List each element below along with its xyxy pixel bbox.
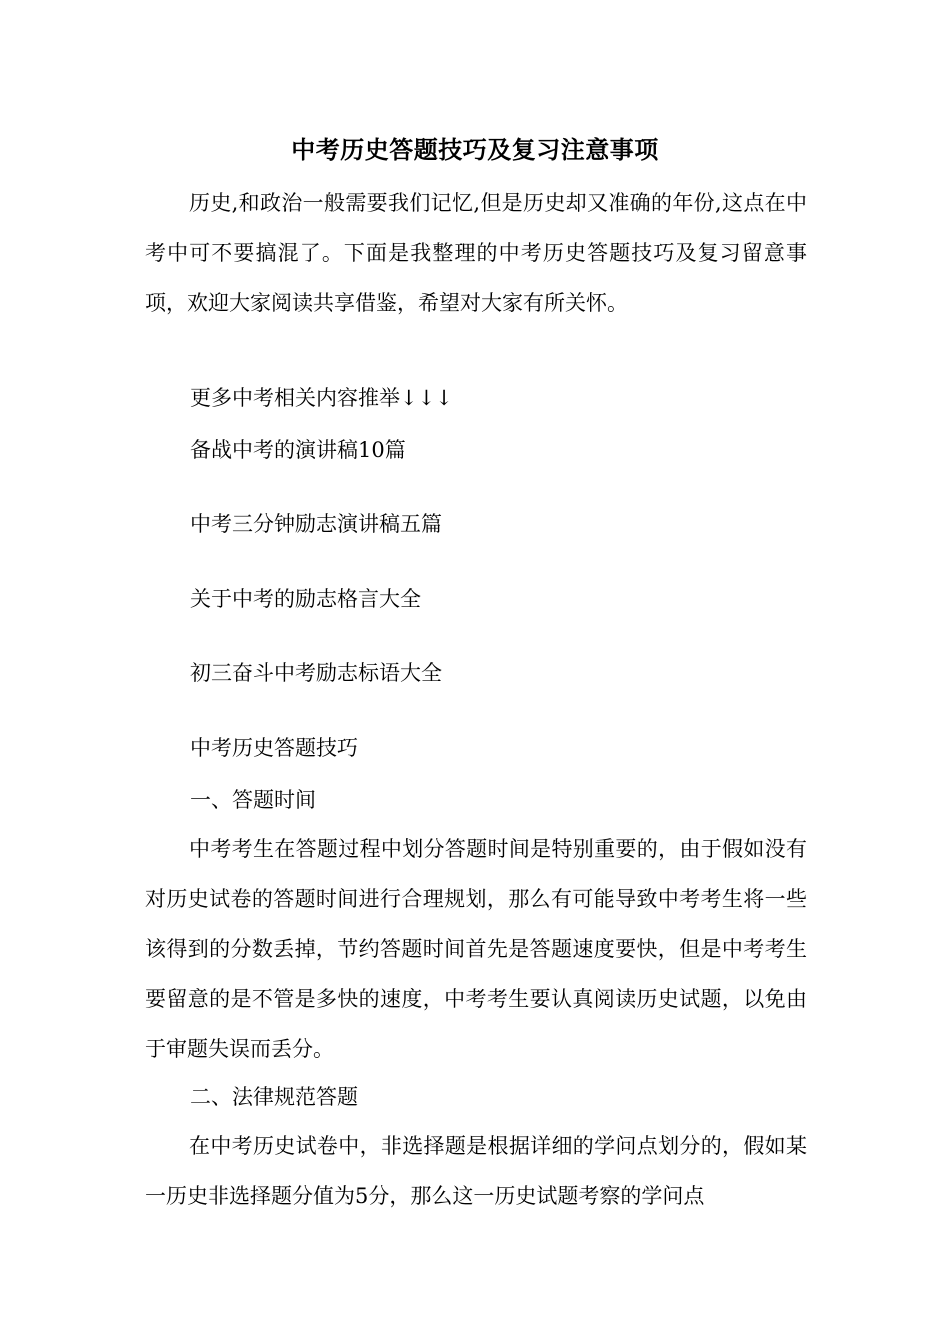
section1-body: 中考考生在答题过程中划分答题时间是特别重要的，由于假如没有对历史试卷的答题时间进行合理规划，那么有可能导致中考考生将一些该得到的分数丢掉，节约答题时间首先是答题速度要快，但是中考考生要留意的是不管是多快的速度，中考考生要认真阅读历史试题，以免由于审题失误而丢分。 (145, 837, 807, 1061)
recommend-link-2[interactable]: 中考三分钟励志演讲稿五篇 (190, 512, 442, 536)
recommend-link-4[interactable]: 初三奋斗中考励志标语大全 (190, 661, 442, 685)
recommend-label: 更多中考相关内容推举↓↓↓ (190, 386, 453, 410)
intro-paragraph: 历史,和政治一般需要我们记忆,但是历史却又准确的年份,这点在中考中可不要搞混了。下面是我整理的中考历史答题技巧及复习留意事项，欢迎大家阅读共享借鉴，希望对大家有所关怀。 (145, 191, 807, 315)
section1-heading: 一、答题时间 (190, 788, 316, 812)
recommend-link-3[interactable]: 关于中考的励志格言大全 (190, 587, 421, 611)
section2-heading: 二、法律规范答题 (190, 1085, 358, 1109)
section-title: 中考历史答题技巧 (190, 736, 358, 760)
document-title: 中考历史答题技巧及复习注意事项 (291, 135, 659, 164)
section2-body: 在中考历史试卷中，非选择题是根据详细的学问点划分的，假如某一历史非选择题分值为5分，那么这一历史试题考察的学问点 (145, 1134, 807, 1208)
recommend-link-1[interactable]: 备战中考的演讲稿10篇 (190, 438, 406, 462)
